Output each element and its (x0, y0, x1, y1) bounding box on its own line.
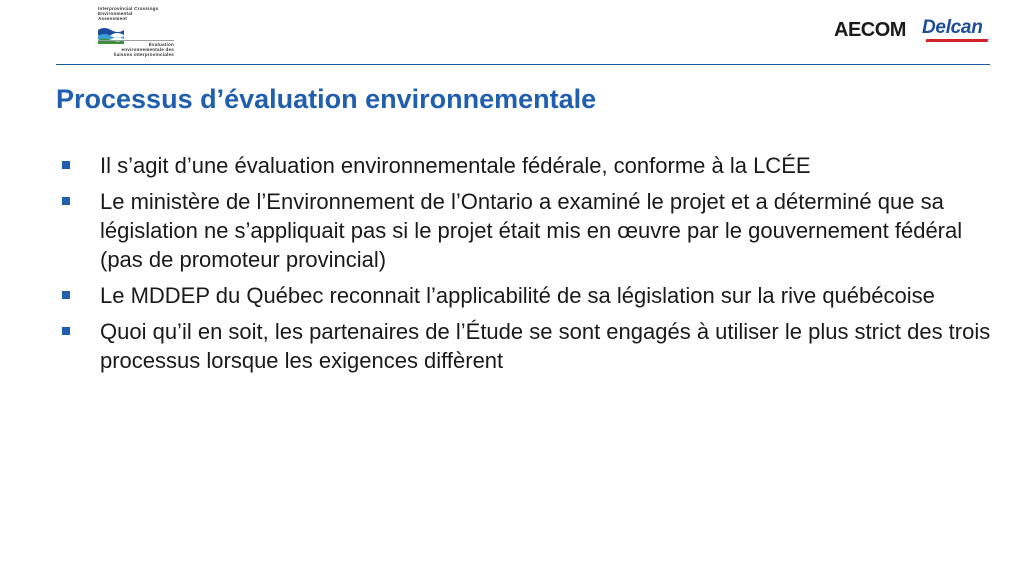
logo-text-english (98, 6, 178, 22)
slide-title: Processus d’évaluation environnementale (56, 84, 597, 114)
bullet-list (62, 151, 992, 382)
square-bullet-icon (62, 327, 70, 335)
bullet-item (62, 151, 992, 180)
delcan-logo-swoosh (926, 39, 989, 42)
square-bullet-icon (62, 197, 70, 205)
logo-divider (98, 40, 174, 41)
logo-line: Environmental (98, 11, 133, 17)
square-bullet-icon (62, 291, 70, 299)
logo-line: liaisons interprovinciales (113, 52, 174, 58)
project-logo (62, 4, 174, 60)
bullet-text: Le ministère de l’Environnement de l’Ontario a examiné le projet et a déterminé que sa législation ne s’appliquait pas si le projet était mis en œuvre par le gouvernement fédéral (pas de promoteur provincial) (100, 189, 963, 272)
logo-line: environnementale des (121, 47, 174, 53)
bullet-item (62, 317, 992, 375)
logo-line: Interprovincial Crossings (98, 6, 159, 11)
square-bullet-icon (62, 161, 70, 169)
header-divider (56, 64, 990, 65)
logo-text-french (62, 42, 174, 58)
aecom-logo: AECOM (834, 19, 906, 41)
bullet-text: Le MDDEP du Québec reconnait l’applicabilité de sa législation sur la rive québécoise (100, 283, 935, 308)
bullet-item (62, 187, 992, 274)
logo-line: Évaluation (148, 42, 174, 47)
bullet-text: Quoi qu’il en soit, les partenaires de l’Étude se sont engagés à utiliser le plus strict des trois processus lorsque les exigences diffèrent (100, 319, 991, 373)
logo-line: Assessment (98, 16, 128, 22)
bullet-text: Il s’agit d’une évaluation environnementale fédérale, conforme à la LCÉE (100, 153, 811, 178)
bullet-item (62, 281, 992, 310)
delcan-logo: Delcan (922, 17, 983, 38)
